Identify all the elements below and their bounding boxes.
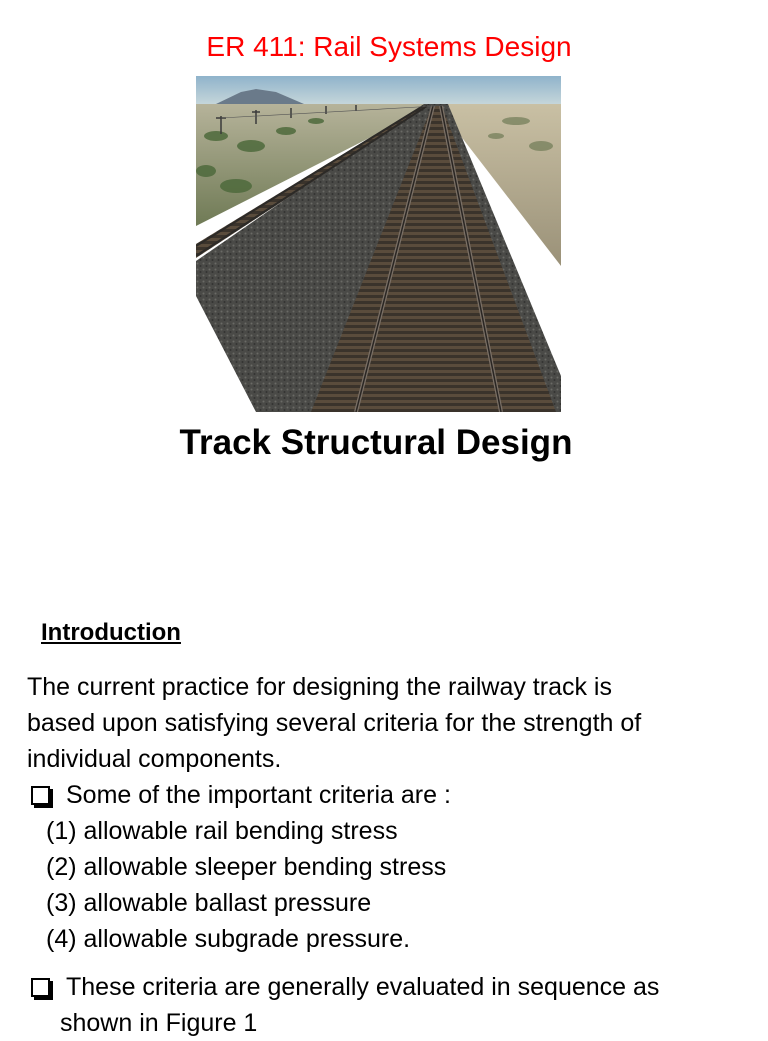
bullet-item xyxy=(27,969,727,1005)
course-title: ER 411: Rail Systems Design xyxy=(206,31,572,62)
bullet-item xyxy=(27,777,727,813)
slide-title: Track Structural Design xyxy=(179,423,573,462)
intro-line: individual components. xyxy=(27,745,282,773)
intro-line: based upon satisfying several criteria for the strength of xyxy=(27,709,642,737)
criteria-item: (4) allowable subgrade pressure. xyxy=(46,925,411,953)
bullet-text: Some of the important criteria are : xyxy=(66,781,451,809)
criteria-item: (1) allowable rail bending stress xyxy=(46,817,398,845)
checkbox-bullet-icon xyxy=(31,786,50,805)
body-text xyxy=(27,669,727,1041)
criteria-item: (3) allowable ballast pressure xyxy=(46,889,372,917)
bullet-text-continuation: shown in Figure 1 xyxy=(60,1009,258,1037)
bullet-text: These criteria are generally evaluated in sequence as xyxy=(66,973,660,1001)
criteria-item: (2) allowable sleeper bending stress xyxy=(46,853,447,881)
section-heading: Introduction xyxy=(41,619,181,646)
railway-track-photo xyxy=(196,76,561,412)
intro-line: The current practice for designing the railway track is xyxy=(27,673,612,701)
checkbox-bullet-icon xyxy=(31,978,50,997)
